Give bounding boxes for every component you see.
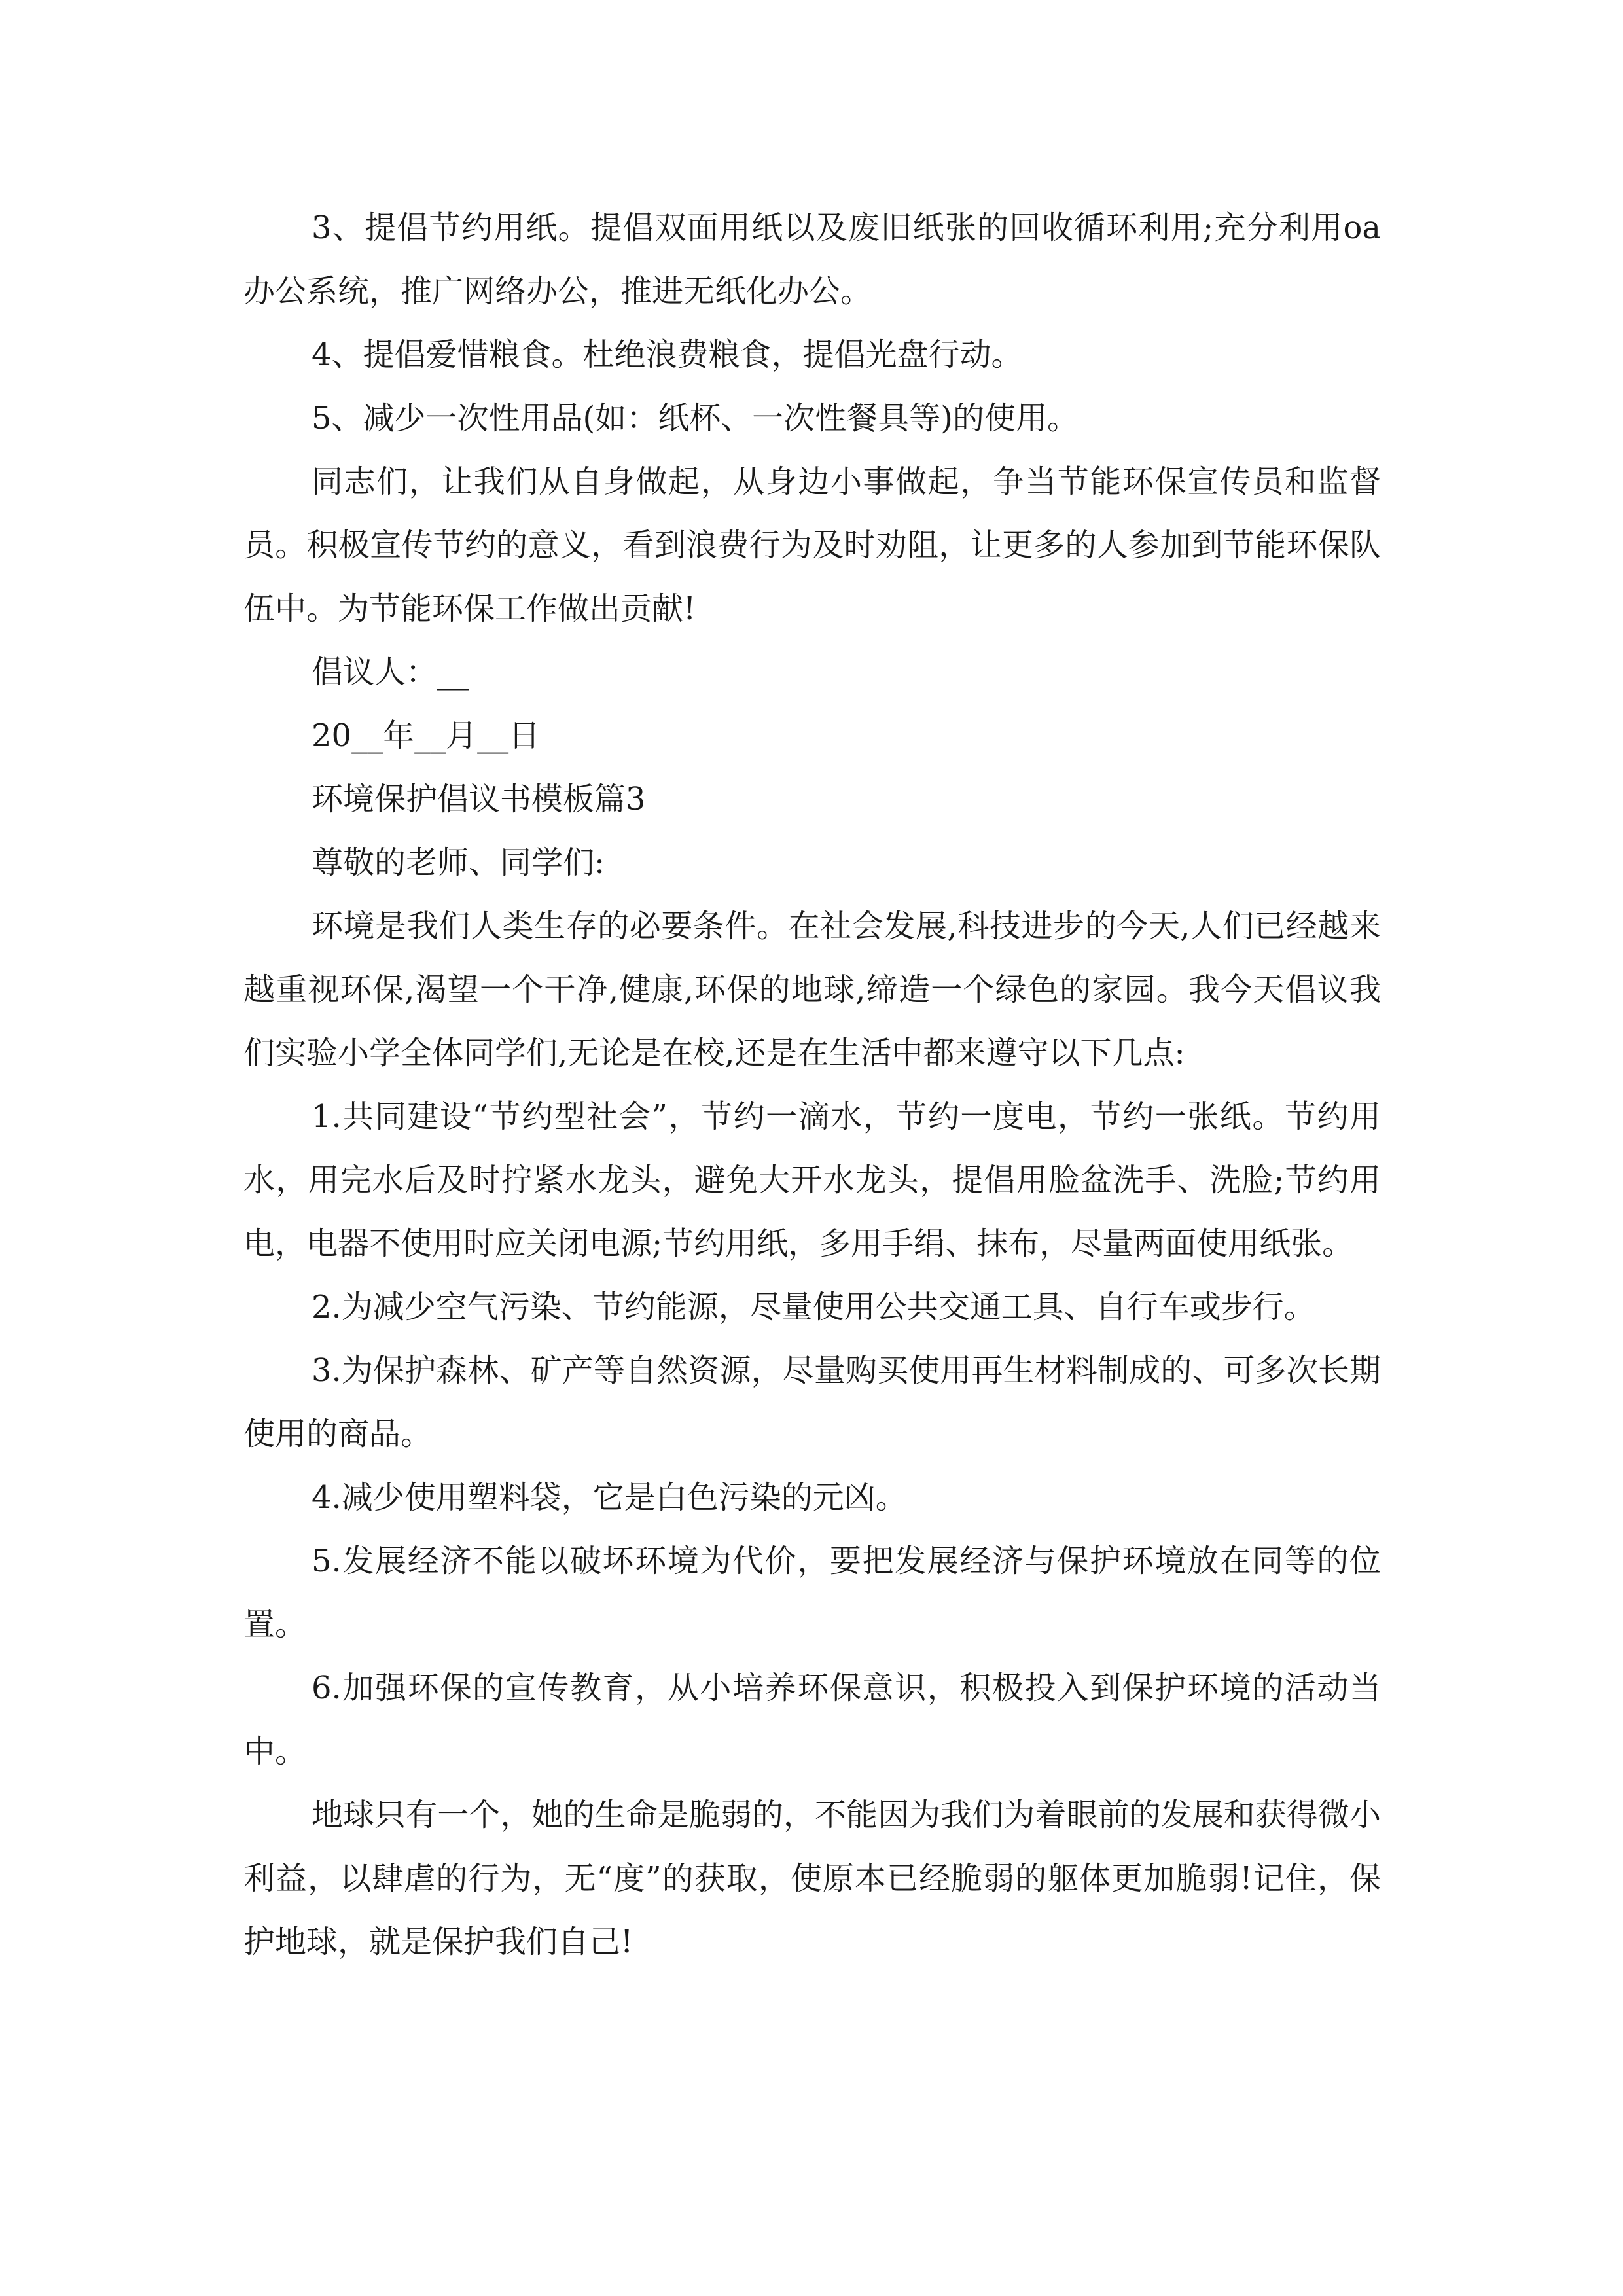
section-title: 环境保护倡议书模板篇3 — [312, 781, 646, 817]
list-item-4: 4.减少使用塑料袋，它是白色污染的元凶。 — [312, 1479, 907, 1516]
signature-line: 倡议人：__ — [312, 654, 469, 691]
list-item-3: 3.为保护森林、矿产等自然资源，尽量购买使用再生材料制成的、可多次长期使用的商品。 — [243, 1352, 1381, 1452]
list-item-5: 5.发展经济不能以破坏环境为代价，要把发展经济与保护环境放在同等的位置。 — [243, 1543, 1381, 1643]
date-line: 20__年__月__日 — [312, 717, 541, 754]
salutation: 尊敬的老师、同学们: — [312, 844, 605, 881]
list-item-2: 2.为减少空气污染、节约能源，尽量使用公共交通工具、自行车或步行。 — [312, 1289, 1315, 1325]
list-item-6: 6.加强环保的宣传教育，从小培养环保意识，积极投入到保护环境的活动当中。 — [243, 1670, 1381, 1770]
paragraph-call-to-action: 同志们，让我们从自身做起，从身边小事做起，争当节能环保宣传员和监督员。积极宣传节约的意义，看到浪费行为及时劝阻，让更多的人参加到节能环保队伍中。为节能环保工作做出贡献! — [243, 463, 1381, 627]
paragraph-closing: 地球只有一个，她的生命是脆弱的，不能因为我们为着眼前的发展和获得微小利益，以肆虐的行为，无“度”的获取，使原本已经脆弱的躯体更加脆弱!记住，保护地球，就是保护我们自己! — [243, 1797, 1381, 1960]
paragraph-item-5-disposables: 5、减少一次性用品(如：纸杯、一次性餐具等)的使用。 — [312, 400, 1079, 437]
paragraph-item-4-food: 4、提倡爱惜粮食。杜绝浪费粮食，提倡光盘行动。 — [312, 336, 1023, 373]
list-item-1: 1.共同建设“节约型社会”，节约一滴水，节约一度电，节约一张纸。节约用水，用完水后及时拧紧水龙头，避免大开水龙头，提倡用脸盆洗手、洗脸;节约用电，电器不使用时应关闭电源;节约用纸，多用手绢、抹布，尽量两面使用纸张。 — [243, 1098, 1381, 1262]
document-page — [243, 196, 1381, 1974]
paragraph-intro: 环境是我们人类生存的必要条件。在社会发展,科技进步的今天,人们已经越来越重视环保,渴望一个干净,健康,环保的地球,缔造一个绿色的家园。我今天倡议我们实验小学全体同学们,无论是在校,还是在生活中都来遵守以下几点: — [243, 908, 1381, 1071]
paragraph-item-3-paper: 3、提倡节约用纸。提倡双面用纸以及废旧纸张的回收循环利用;充分利用oa办公系统，推广网络办公，推进无纸化办公。 — [243, 209, 1381, 310]
